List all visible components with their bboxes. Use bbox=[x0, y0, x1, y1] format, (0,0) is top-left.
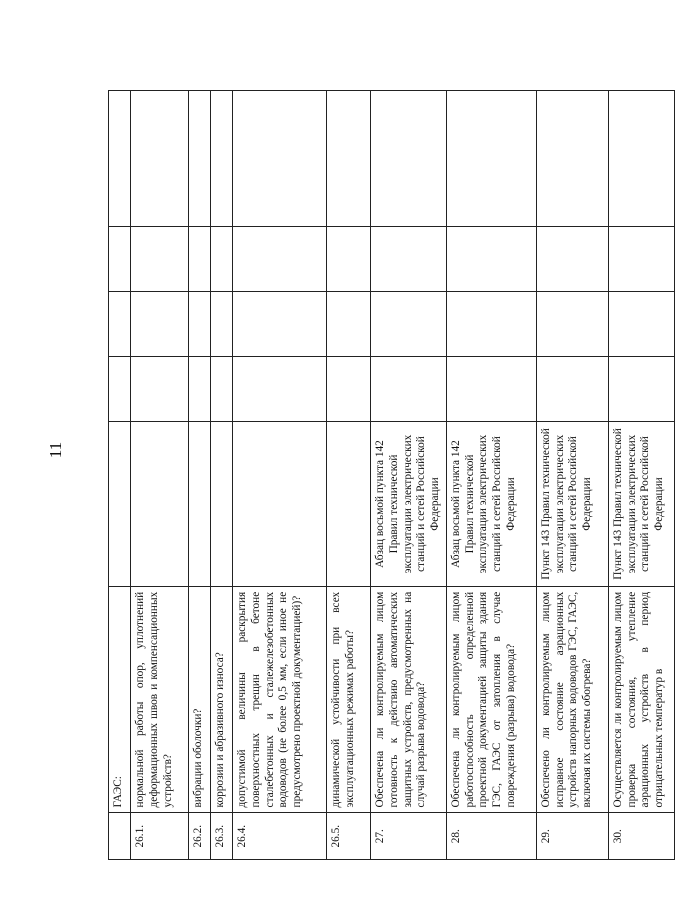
answer-yes-cell bbox=[131, 357, 189, 422]
answer-yes-cell bbox=[233, 357, 327, 422]
table-row bbox=[131, 91, 189, 860]
row-number bbox=[109, 813, 131, 860]
table-row bbox=[211, 91, 233, 860]
answer-no-cell bbox=[327, 291, 371, 356]
answer-yes-cell bbox=[608, 357, 674, 422]
question-cell: Обеспечена ли контролируемым лицом готовность к действию автоматических защитных устройств, предусмотренных на случай разрыва водовода? bbox=[371, 586, 447, 813]
table-row bbox=[446, 91, 536, 860]
answer-yes-cell bbox=[189, 357, 211, 422]
notes-cell bbox=[131, 91, 189, 227]
table-row bbox=[371, 91, 447, 860]
answer-yes-cell bbox=[536, 357, 608, 422]
table-row bbox=[327, 91, 371, 860]
notes-cell bbox=[211, 91, 233, 227]
notes-cell bbox=[327, 91, 371, 227]
question-cell: Обеспечена ли контролируемым лицом работоспособность определенной проектной документацией защиты здания ГЭС, ГАЭС от затопления в случае повреждения (разрыва) водовода? bbox=[446, 586, 536, 813]
answer-na-cell bbox=[233, 226, 327, 291]
notes-cell bbox=[446, 91, 536, 227]
question-cell: Обеспечено ли контролируемым лицом исправное состояние аэрационных устройств напорных водоводов ГЭС, ГАЭС, включая их системы обогрева? bbox=[536, 586, 608, 813]
answer-na-cell bbox=[189, 226, 211, 291]
answer-no-cell bbox=[211, 291, 233, 356]
table-row bbox=[109, 91, 131, 860]
legal-reference-cell: Абзац восьмой пункта 142 Правил технической эксплуатации электрических станций и сетей Российской Федерации bbox=[446, 422, 536, 587]
notes-cell bbox=[536, 91, 608, 227]
answer-no-cell bbox=[189, 291, 211, 356]
legal-reference-cell bbox=[131, 422, 189, 587]
notes-cell bbox=[109, 91, 131, 227]
legal-reference-cell: Пункт 143 Правил технической эксплуатации электрических станций и сетей Российской Федерации bbox=[536, 422, 608, 587]
table-row bbox=[233, 91, 327, 860]
answer-no-cell bbox=[371, 291, 447, 356]
row-number: 26.4. bbox=[233, 813, 327, 860]
answer-na-cell bbox=[536, 226, 608, 291]
legal-reference-cell bbox=[189, 422, 211, 587]
checklist-table bbox=[108, 90, 675, 860]
answer-yes-cell bbox=[109, 357, 131, 422]
row-number: 26.2. bbox=[189, 813, 211, 860]
row-number: 26.5. bbox=[327, 813, 371, 860]
answer-na-cell bbox=[608, 226, 674, 291]
table-row bbox=[608, 91, 674, 860]
legal-reference-cell bbox=[109, 422, 131, 587]
row-number: 29. bbox=[536, 813, 608, 860]
answer-no-cell bbox=[131, 291, 189, 356]
question-cell: нормальной работы опор, уплотнений деформационных швов и компенсационных устройств? bbox=[131, 586, 189, 813]
legal-reference-cell: Абзац восьмой пункта 142 Правил технической эксплуатации электрических станций и сетей Российской Федерации bbox=[371, 422, 447, 587]
notes-cell bbox=[233, 91, 327, 227]
answer-yes-cell bbox=[446, 357, 536, 422]
legal-reference-cell bbox=[327, 422, 371, 587]
answer-na-cell bbox=[131, 226, 189, 291]
row-number: 26.3. bbox=[211, 813, 233, 860]
checklist-table-body bbox=[109, 91, 675, 860]
answer-yes-cell bbox=[371, 357, 447, 422]
answer-yes-cell bbox=[211, 357, 233, 422]
notes-cell bbox=[189, 91, 211, 227]
answer-no-cell bbox=[536, 291, 608, 356]
answer-no-cell bbox=[109, 291, 131, 356]
notes-cell bbox=[371, 91, 447, 227]
answer-no-cell bbox=[233, 291, 327, 356]
page-number: 11 bbox=[46, 441, 66, 459]
answer-no-cell bbox=[446, 291, 536, 356]
question-cell: допустимой величины раскрытия поверхностных трещин в бетоне сталебетонных и сталежелезобетонных водоводов (не более 0,5 мм, если иное не предусмотрено проектной документацией)? bbox=[233, 586, 327, 813]
question-cell: ГАЭС: bbox=[109, 586, 131, 813]
question-cell: коррозии и абразивного износа? bbox=[211, 586, 233, 813]
question-cell: динамической устойчивости при всех эксплуатационных режимах работы? bbox=[327, 586, 371, 813]
legal-reference-cell bbox=[211, 422, 233, 587]
row-number: 27. bbox=[371, 813, 447, 860]
answer-na-cell bbox=[371, 226, 447, 291]
answer-na-cell bbox=[211, 226, 233, 291]
question-cell: вибрации оболочки? bbox=[189, 586, 211, 813]
answer-na-cell bbox=[109, 226, 131, 291]
legal-reference-cell: Пункт 143 Правил технической эксплуатации электрических станций и сетей Российской Федерации bbox=[608, 422, 674, 587]
row-number: 30. bbox=[608, 813, 674, 860]
row-number: 26.1. bbox=[131, 813, 189, 860]
answer-yes-cell bbox=[327, 357, 371, 422]
answer-na-cell bbox=[446, 226, 536, 291]
legal-reference-cell bbox=[233, 422, 327, 587]
table-row bbox=[189, 91, 211, 860]
question-cell: Осуществляется ли контролируемым лицом проверка состояния, утепление аэрационных устройств в период отрицательных температур в bbox=[608, 586, 674, 813]
notes-cell bbox=[608, 91, 674, 227]
table-row bbox=[536, 91, 608, 860]
answer-no-cell bbox=[608, 291, 674, 356]
rotated-table-wrapper bbox=[108, 90, 666, 860]
answer-na-cell bbox=[327, 226, 371, 291]
row-number: 28. bbox=[446, 813, 536, 860]
